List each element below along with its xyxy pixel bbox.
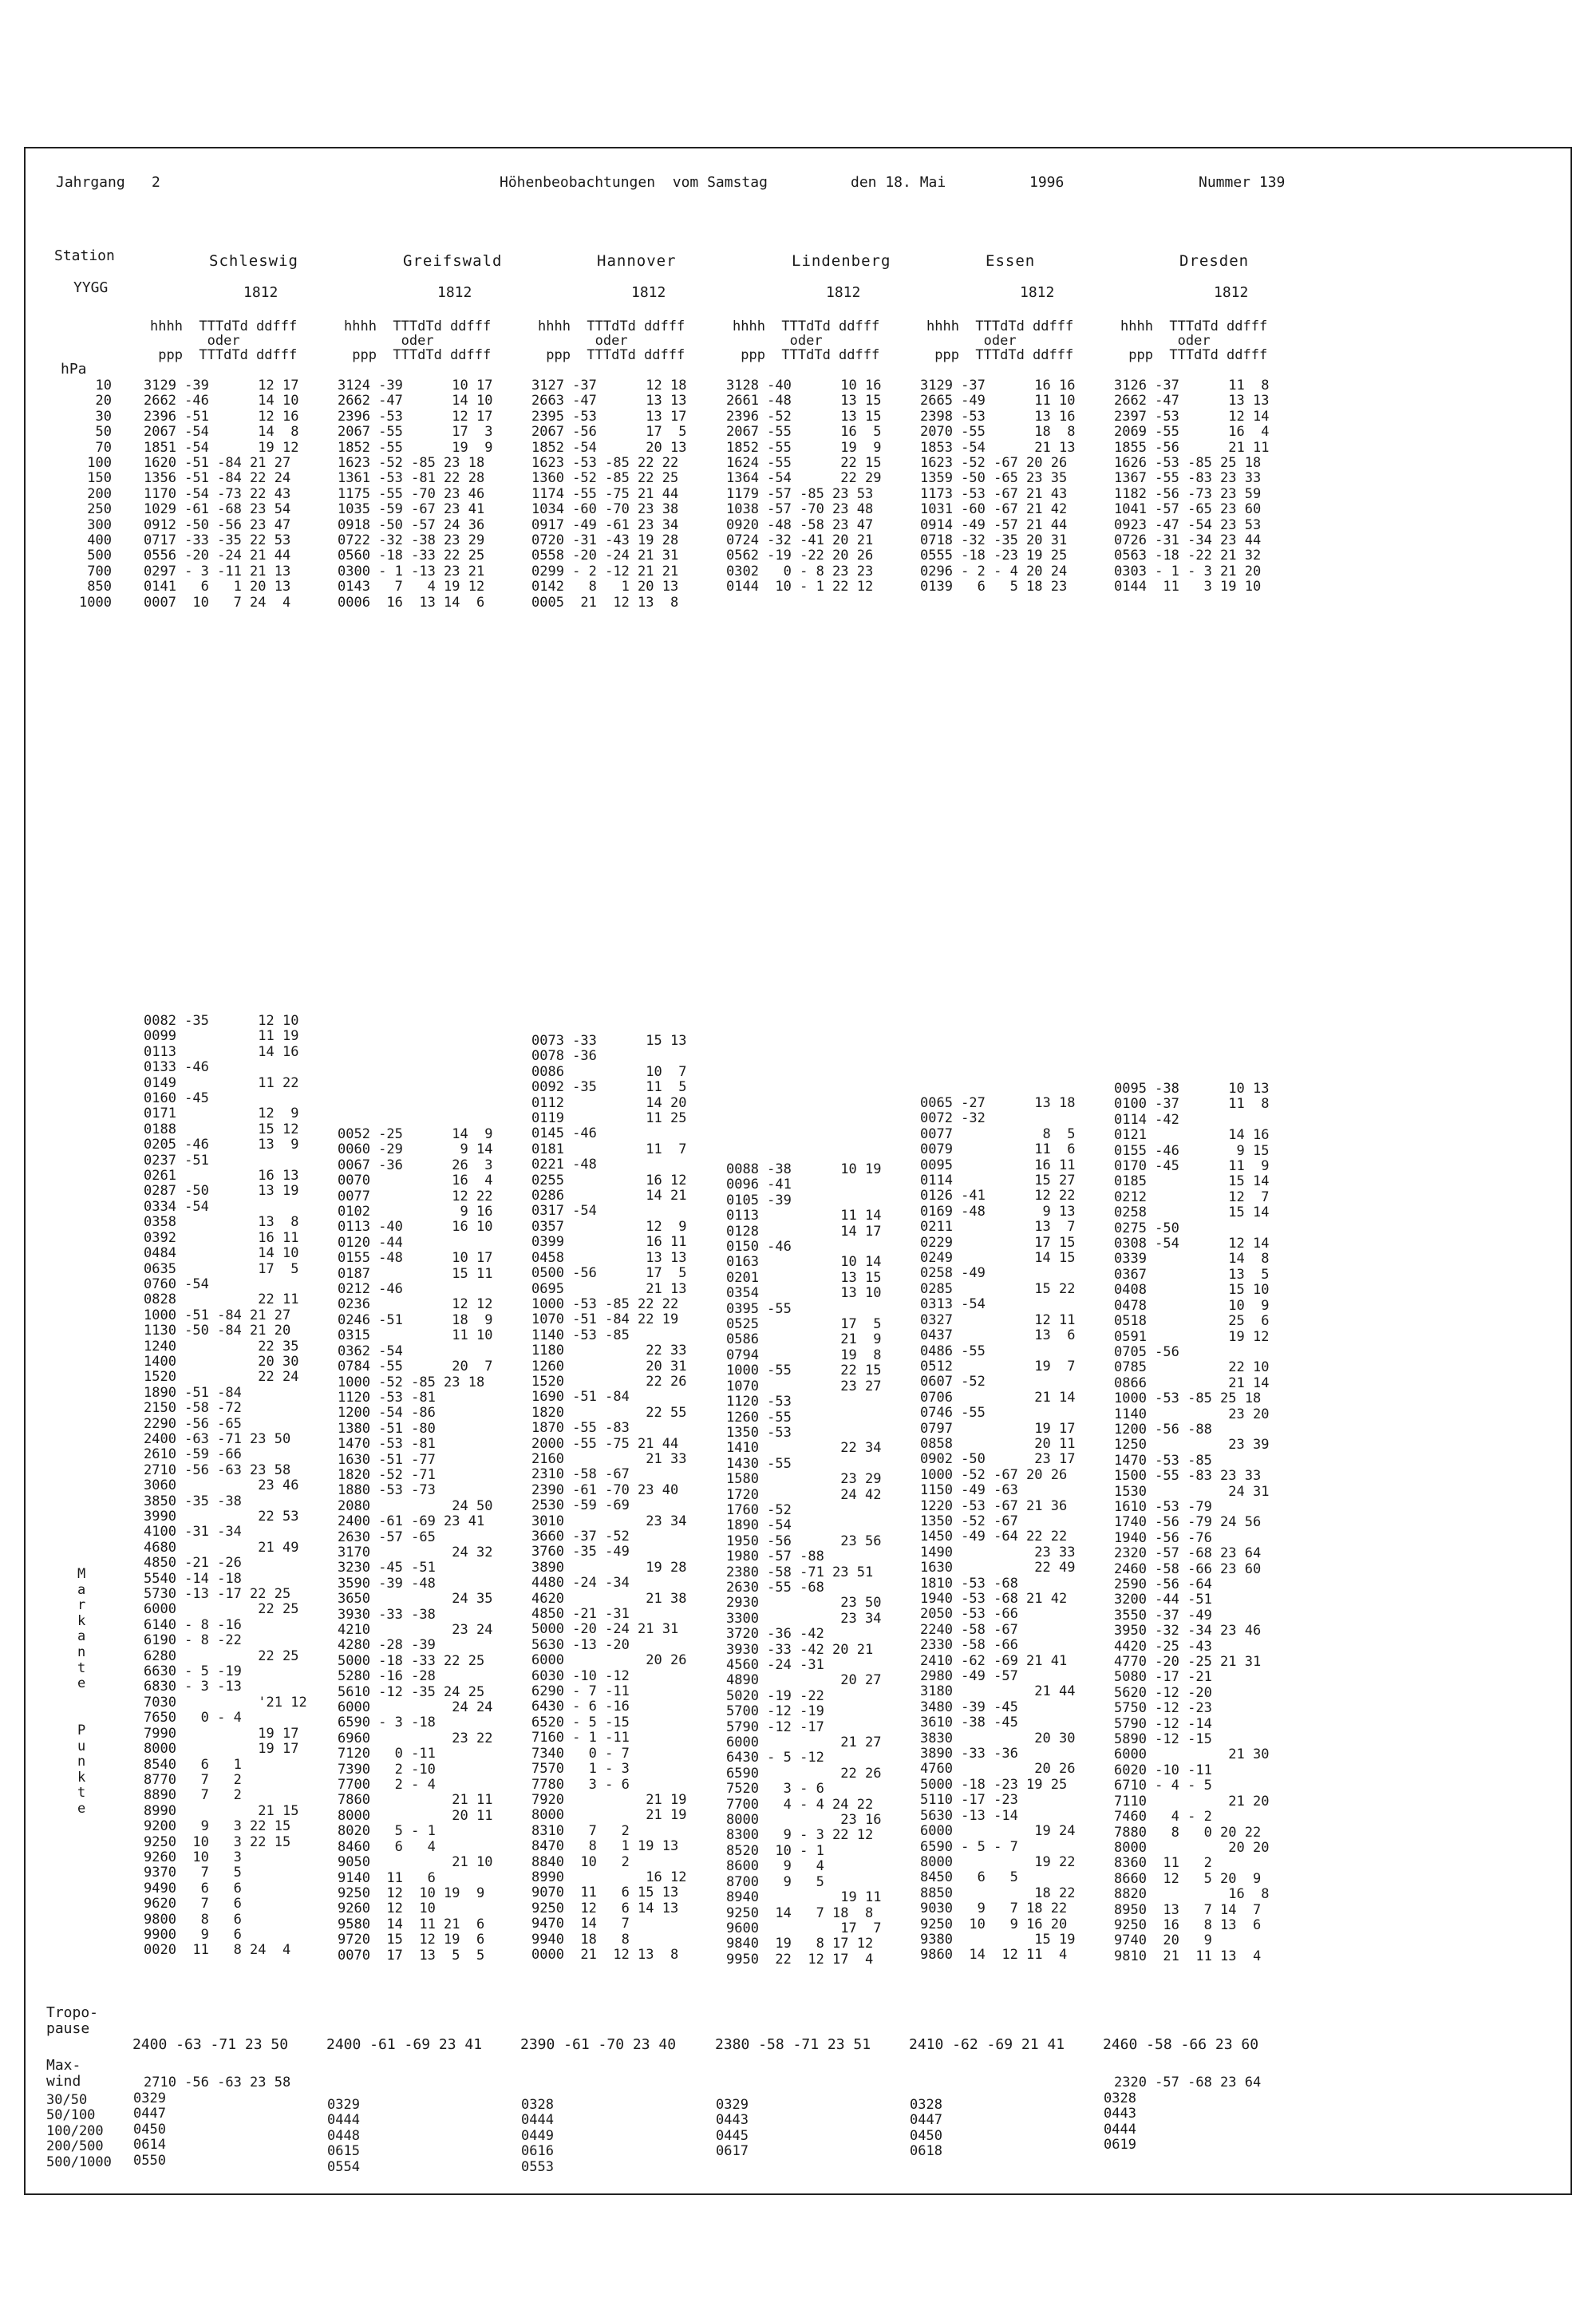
tropopause-row: 2400 -61 -69 23 41: [326, 2036, 483, 2053]
column-header: hhhh TTTdTd ddfff oder ppp TTTdTd ddfff: [344, 318, 492, 363]
column-header: hhhh TTTdTd ddfff oder ppp TTTdTd ddfff: [538, 318, 685, 363]
wind-shear-values: 0328 0443 0444 0619: [1104, 2090, 1136, 2154]
column-header: hhhh TTTdTd ddfff oder ppp TTTdTd ddfff: [926, 318, 1074, 363]
tropopause-row: 2390 -61 -70 23 40: [520, 2036, 677, 2053]
maxwind-row: 2710 -56 -63 23 58: [144, 2075, 291, 2090]
significant-points-table: 0052 -25 14 9 0060 -29 9 14 0067 -36 26 3 0070 16 4 0077 12 22 0102 9 16 0113 -40 16 10 0120 -44 0155 -48 10 17 0187 15 11 0212 -46 0236 12 12 0246 -51 18 9 0315 11 10 0362 -54 0784 -55 20 7 1000 -52 -85 23 18 1120 -53 -81 1200 -54 -86 1380 -51 -80 1470 -53 -81 1630 -51 -77 1820 -52 -71 1880 -53 -73 2080 24 50 2400 -61 -69 23 41 2630 -57 -65 3170 24 32 3230 -45 -51 3590 -39 -48 3650 24 35 3930 -33 -38 4210 23 24 4280 -28 -39 5000 -18 -33 22 25 5280 -16 -28 5610 -12 -35 24 25 6000 24 24 6590 - 3 -18 6960 23 22 7120 0 -11 7390 2 -10 7700 2 - 4 7860 21 11 8000 20 11 8020 5 - 1 8460 6 4 9050 21 10 9140 11 6 9250 12 10 19 9 9260 12 10 9580 14 11 21 6 9720 15 12 19 6 0070 17 13 5 5: [338, 1126, 493, 1964]
markante-punkte-label: M a r k a n t e P u n k t e: [77, 1566, 86, 1817]
station-name: Lindenberg: [792, 252, 891, 270]
wind-shear-values: 0329 0444 0448 0615 0554: [327, 2097, 360, 2175]
maxwind-label: Max- wind: [46, 2057, 81, 2090]
station-name: Schleswig: [209, 252, 298, 270]
standard-levels-table: 3128 -40 10 16 2661 -48 13 15 2396 -52 13 15 2067 -55 16 5 1852 -55 19 9 1624 -55 22 15 1364 -54 22 29 1179 -57 -85 23 53 1038 -57 -70 23 48 0920 -48 -58 23 47 0724 -32 -41 20 21 0562 -19 -22 20 26 0302 0 - 8 23 23 0144 10 - 1 22 12: [726, 378, 882, 595]
significant-points-table: 0065 -27 13 18 0072 -32 0077 8 5 0079 11 6 0095 16 11 0114 15 27 0126 -41 12 22 0169 -48 9 13 0211 13 7 0229 17 15 0249 14 15 0258 -49 0285 15 22 0313 -54 0327 12 11 0437 13 6 0486 -55 0512 19 7 0607 -52 0706 21 14 0746 -55 0797 19 17 0858 20 11 0902 -50 23 17 1000 -52 -67 20 26 1150 -49 -63 1220 -53 -67 21 36 1350 -52 -67 1450 -49 -64 22 22 1490 23 33 1630 22 49 1810 -53 -68 1940 -53 -68 21 42 2050 -53 -66 2240 -58 -67 2330 -58 -66 2410 -62 -69 21 41 2980 -49 -57 3180 21 44 3480 -39 -45 3610 -38 -45 3830 20 30 3890 -33 -36 4760 20 26 5000 -18 -23 19 25 5110 -17 -23 5630 -13 -14 6000 19 24 6590 - 5 - 7 8000 19 22 8450 6 5 8850 18 22 9030 9 7 18 22 9250 10 9 16 20 9380 15 19 9860 14 12 11 4: [920, 1095, 1076, 1964]
report-number: Nummer 139: [1199, 174, 1286, 191]
station-yygg: 1812: [243, 284, 279, 301]
report-date: den 18. Mai: [851, 174, 946, 191]
column-header: hhhh TTTdTd ddfff oder ppp TTTdTd ddfff: [1120, 318, 1268, 363]
significant-points-table: 0082 -35 12 10 0099 11 19 0113 14 16 0133 -46 0149 11 22 0160 -45 0171 12 9 0188 15 12 0205 -46 13 9 0237 -51 0261 16 13 0287 -50 13 19 0334 -54 0358 13 8 0392 16 11 0484 14 10 0635 17 5 0760 -54 0828 22 11 1000 -51 -84 21 27 1130 -50 -84 21 20 1240 22 35 1400 20 30 1520 22 24 1890 -51 -84 2150 -58 -72 2290 -56 -65 2400 -63 -71 23 50 2610 -59 -66 2710 -56 -63 23 58 3060 23 46 3850 -35 -38 3990 22 53 4100 -31 -34 4680 21 49 4850 -21 -26 5540 -14 -18 5730 -13 -17 22 25 6000 22 25 6140 - 8 -16 6190 - 8 -22 6280 22 25 6630 - 5 -19 6830 - 3 -13 7030 '21 12 7650 0 - 4 7990 19 17 8000 19 17 8540 6 1 8770 7 2 8890 7 2 8990 21 15 9200 9 3 22 15 9250 10 3 22 15 9260 10 3 9370 7 5 9490 6 6 9620 7 6 9800 8 6 9900 9 6 0020 11 8 24 4: [144, 1013, 307, 1959]
tropopause-row: 2460 -58 -66 23 60: [1103, 2036, 1259, 2053]
maxwind-row: 2320 -57 -68 23 64: [1114, 2075, 1262, 2090]
station-yygg: 1812: [631, 284, 666, 301]
significant-points-table: 0088 -38 10 19 0096 -41 0105 -39 0113 11 14 0128 14 17 0150 -46 0163 10 14 0201 13 15 0354 13 10 0395 -55 0525 17 5 0586 21 9 0794 19 8 1000 -55 22 15 1070 23 27 1120 -53 1260 -55 1350 -53 1410 22 34 1430 -55 1580 23 29 1720 24 42 1760 -52 1890 -54 1950 -56 23 56 1980 -57 -88 2380 -58 -71 23 51 2630 -55 -68 2930 23 50 3300 23 34 3720 -36 -42 3930 -33 -42 20 21 4560 -24 -31 4890 20 27 5020 -19 -22 5700 -12 -19 5790 -12 -17 6000 21 27 6430 - 5 -12 6590 22 26 7520 3 - 6 7700 4 - 4 24 22 8000 23 16 8300 9 - 3 22 12 8520 10 - 1 8600 9 4 8700 9 5 8940 19 11 9250 14 7 18 8 9600 17 7 9840 19 8 17 12 9950 22 12 17 4: [726, 1161, 882, 1968]
standard-levels-table: 3124 -39 10 17 2662 -47 14 10 2396 -53 12 17 2067 -55 17 3 1852 -55 19 9 1623 -52 -85 23 18 1361 -53 -81 22 28 1175 -55 -70 23 46 1035 -59 -67 23 41 0918 -50 -57 24 36 0722 -32 -38 23 29 0560 -18 -33 22 25 0300 - 1 -13 23 21 0143 7 4 19 12 0006 16 13 14 6: [338, 378, 493, 611]
tropopause-row: 2380 -58 -71 23 51: [715, 2036, 871, 2053]
wind-shear-values: 0329 0443 0445 0617: [716, 2097, 749, 2160]
jahrgang-value: 2: [152, 174, 160, 191]
standard-levels-table: 3127 -37 12 18 2663 -47 13 13 2395 -53 13 17 2067 -56 17 5 1852 -54 20 13 1623 -53 -85 22 22 1360 -52 -85 22 25 1174 -55 -75 21 44 1034 -60 -70 23 38 0917 -49 -61 23 34 0720 -31 -43 19 28 0558 -20 -24 21 31 0299 - 2 -12 21 21 0142 8 1 20 13 0005 21 12 13 8: [531, 378, 687, 611]
station-name: Dresden: [1179, 252, 1250, 270]
tropopause-row: 2400 -63 -71 23 50: [132, 2036, 289, 2053]
standard-levels-table: 3126 -37 11 8 2662 -47 13 13 2397 -53 12 14 2069 -55 16 4 1855 -56 21 11 1626 -53 -85 25 18 1367 -55 -83 23 33 1182 -56 -73 23 59 1041 -57 -65 23 60 0923 -47 -54 23 53 0726 -31 -34 23 44 0563 -18 -22 21 32 0303 - 1 - 3 21 20 0144 11 3 19 10: [1114, 378, 1270, 595]
standard-levels-table: 3129 -39 12 17 2662 -46 14 10 2396 -51 12 16 2067 -54 14 8 1851 -54 19 12 1620 -51 -84 21 27 1356 -51 -84 22 24 1170 -54 -73 22 43 1029 -61 -68 23 54 0912 -50 -56 23 47 0717 -33 -35 22 53 0556 -20 -24 21 44 0297 - 3 -11 21 13 0141 6 1 20 13 0007 10 7 24 4: [144, 378, 299, 611]
yygg-label: YYGG: [73, 279, 109, 296]
hpa-label: hPa: [61, 361, 87, 378]
column-header: hhhh TTTdTd ddfff oder ppp TTTdTd ddfff: [733, 318, 880, 363]
wind-shear-values: 0328 0444 0449 0616 0553: [521, 2097, 554, 2175]
wind-shear-values: 0328 0447 0450 0618: [910, 2097, 942, 2160]
report-title: Höhenbeobachtungen vom Samstag: [500, 174, 768, 191]
pressure-levels: 10 20 30 50 70 100 150 200 250 300 400 500 700 850 1000: [79, 378, 112, 611]
station-name: Hannover: [597, 252, 677, 270]
station-yygg: 1812: [437, 284, 472, 301]
station-name: Greifswald: [403, 252, 503, 270]
column-header: hhhh TTTdTd ddfff oder ppp TTTdTd ddfff: [150, 318, 298, 363]
station-yygg: 1812: [826, 284, 861, 301]
station-yygg: 1812: [1214, 284, 1249, 301]
significant-points-table: 0073 -33 15 13 0078 -36 0086 10 7 0092 -35 11 5 0112 14 20 0119 11 25 0145 -46 0181 11 7 0221 -48 0255 16 12 0286 14 21 0317 -54 0357 12 9 0399 16 11 0458 13 13 0500 -56 17 5 0695 21 13 1000 -53 -85 22 22 1070 -51 -84 22 19 1140 -53 -85 1180 22 33 1260 20 31 1520 22 26 1690 -51 -84 1820 22 55 1870 -55 -83 2000 -55 -75 21 44 2160 21 33 2310 -58 -67 2390 -61 -70 23 40 2530 -59 -69 3010 23 34 3660 -37 -52 3760 -35 -49 3890 19 28 4480 -24 -34 4620 21 38 4850 -21 -31 5000 -20 -24 21 31 5630 -13 -20 6000 20 26 6030 -10 -12 6290 - 7 -11 6430 - 6 -16 6520 - 5 -15 7160 - 1 -11 7340 0 - 7 7570 1 - 3 7780 3 - 6 7920 21 19 8000 21 19 8310 7 2 8470 8 1 19 13 8840 10 2 8990 16 12 9070 11 6 15 13 9250 12 6 14 13 9470 14 7 9940 18 8 0000 21 12 13 8: [531, 1033, 687, 1963]
significant-points-table: 0095 -38 10 13 0100 -37 11 8 0114 -42 0121 14 16 0155 -46 9 15 0170 -45 11 9 0185 15 14 0212 12 7 0258 15 14 0275 -50 0308 -54 12 14 0339 14 8 0367 13 5 0408 15 10 0478 10 9 0518 25 6 0591 19 12 0705 -56 0785 22 10 0866 21 14 1000 -53 -85 25 18 1140 23 20 1200 -56 -88 1250 23 39 1470 -53 -85 1500 -55 -83 23 33 1530 24 31 1610 -53 -79 1740 -56 -79 24 56 1940 -56 -76 2320 -57 -68 23 64 2460 -58 -66 23 60 2590 -56 -64 3200 -44 -51 3550 -37 -49 3950 -32 -34 23 46 4420 -25 -43 4770 -20 -25 21 31 5080 -17 -21 5620 -12 -20 5750 -12 -23 5790 -12 -14 5890 -12 -15 6000 21 30 6020 -10 -11 6710 - 4 - 5 7110 21 20 7460 4 - 2 7880 8 0 20 22 8000 20 20 8360 11 2 8660 12 5 20 9 8820 16 8 8950 13 7 14 7 9250 16 8 13 6 9740 20 9 9810 21 11 13 4: [1114, 1081, 1270, 1964]
standard-levels-table: 3129 -37 16 16 2665 -49 11 10 2398 -53 13 16 2070 -55 18 8 1853 -54 21 13 1623 -52 -67 20 26 1359 -50 -65 23 35 1173 -53 -67 21 43 1031 -60 -67 21 42 0914 -49 -57 21 44 0718 -32 -35 20 31 0555 -18 -23 19 25 0296 - 2 - 4 20 24 0139 6 5 18 23: [920, 378, 1076, 595]
tropopause-row: 2410 -62 -69 21 41: [909, 2036, 1065, 2053]
station-label: Station: [54, 247, 115, 264]
station-name: Essen: [986, 252, 1036, 270]
wind-shear-labels: 30/50 50/100 100/200 200/500 500/1000: [46, 2092, 112, 2170]
wind-shear-values: 0329 0447 0450 0614 0550: [133, 2090, 166, 2169]
tropopause-label: Tropo- pause: [46, 2004, 99, 2037]
jahrgang-label: Jahrgang: [56, 174, 125, 191]
station-yygg: 1812: [1020, 284, 1055, 301]
report-year: 1996: [1029, 174, 1065, 191]
